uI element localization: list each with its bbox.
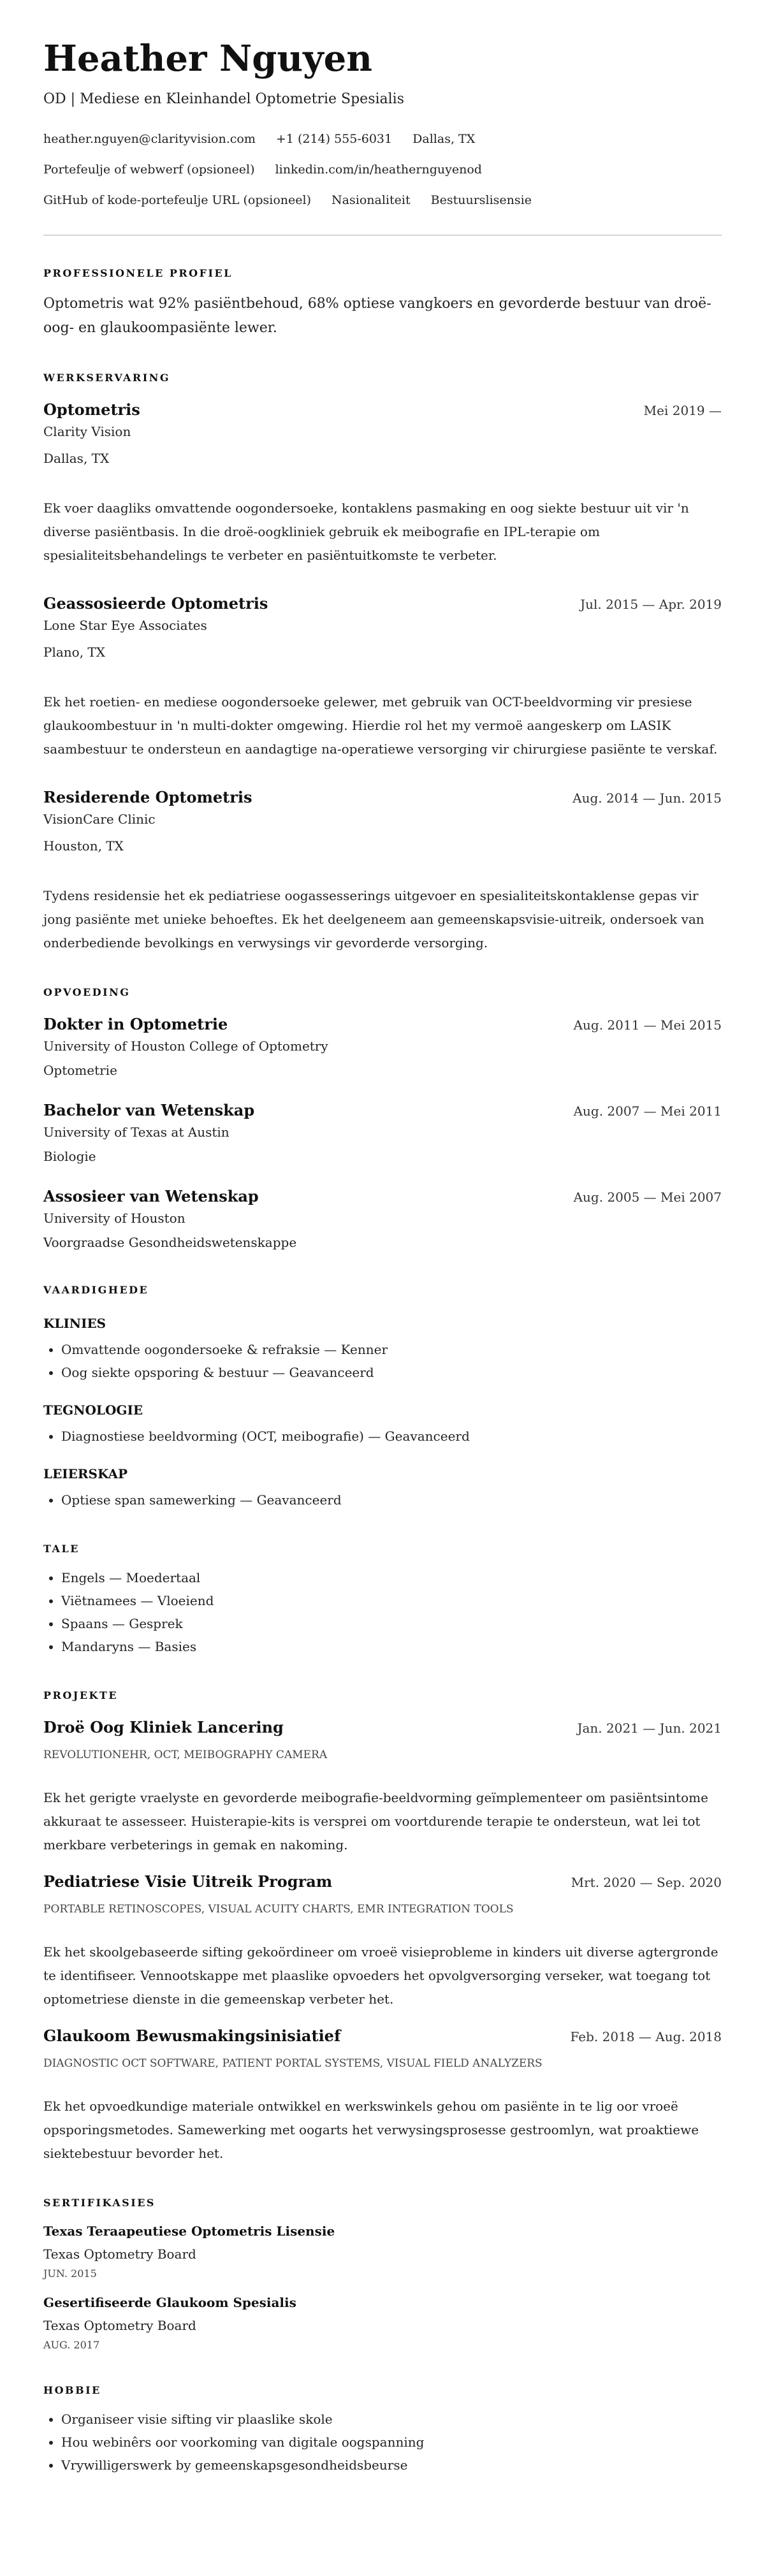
project-description: Ek het gerigte vraelyste en gevorderde meibografie-beeldvorming geïmplementeer om pasiëntsintome akkuraat te assesseer. Huisterapie-kits is versprei om voortdurende terapie te ondersteun, wat lei tot merkbare verbeterings in gemak en nakoming. xyxy=(43,1790,708,1852)
hobby-item: • Organiseer visie sifting vir plaaslike skole xyxy=(61,2408,722,2431)
project-date: Mrt. 2020 — Sep. 2020 xyxy=(571,1875,722,1890)
job-location: Houston, TX xyxy=(43,838,124,854)
field-of-study: Optometrie xyxy=(43,1063,117,1078)
job-title: Geassosieerde Optometris xyxy=(43,594,268,613)
experience-section xyxy=(43,371,722,955)
project-tech: DIAGNOSTIC OCT SOFTWARE, PATIENT PORTAL SYSTEMS, VISUAL FIELD ANALYZERS xyxy=(43,2057,543,2070)
header-divider xyxy=(43,235,722,236)
school-name: University of Houston College of Optometry xyxy=(43,1038,328,1054)
experience-item xyxy=(43,593,722,761)
drivers-license-text: Bestuurslisensie xyxy=(430,193,532,207)
project-tech: PORTABLE RETINOSCOPES, VISUAL ACUITY CHARTS, EMR INTEGRATION TOOLS xyxy=(43,1903,514,1916)
section-heading: SERTIFIKASIES xyxy=(43,2197,156,2209)
job-location: Plano, TX xyxy=(43,644,105,660)
school-name: University of Houston xyxy=(43,1211,186,1226)
language-item: • Mandaryns — Basies xyxy=(61,1635,722,1658)
contact-row xyxy=(43,161,722,178)
skills-section xyxy=(43,1283,722,1511)
profile-summary: Optometris wat 92% pasiëntbehoud, 68% optiese vangkoers en gevorderde bestuur van droë-oog- en glaukoompasiënte lewer. xyxy=(43,296,711,336)
section-heading: PROJEKTE xyxy=(43,1689,119,1701)
project-description: Ek het skoolgebaseerde sifting gekoördineer om vroeë visieprobleme in kinders uit diverse agtergronde te identifiseer. Vennootskappe met plaaslike opvoeders het opvolgversorging verseker, wat toegang tot optometriese dienste in die gemeenskap verbeter het. xyxy=(43,1944,718,2007)
contact-row xyxy=(43,191,722,209)
hobby-list xyxy=(43,2408,722,2477)
certification-issuer: Texas Optometry Board xyxy=(43,2246,196,2262)
education-item xyxy=(43,1186,722,1253)
project-title: Glaukoom Bewusmakingsinisiatief xyxy=(43,2027,341,2045)
education-date: Aug. 2007 — Mei 2011 xyxy=(573,1103,722,1119)
skill-group-title: LEIERSKAP xyxy=(43,1466,128,1481)
field-of-study: Voorgraadse Gesondheidswetenskappe xyxy=(43,1235,297,1250)
certification-item xyxy=(43,2222,722,2281)
job-title: Optometris xyxy=(43,400,140,419)
job-location: Dallas, TX xyxy=(43,451,110,466)
certification-issuer: Texas Optometry Board xyxy=(43,2318,196,2333)
skill-item: • Optiese span samewerking — Geavanceerd xyxy=(61,1488,722,1511)
degree-title: Bachelor van Wetenskap xyxy=(43,1101,255,1119)
languages-section xyxy=(43,1542,722,1658)
skill-list xyxy=(43,1488,722,1511)
language-item: • Viëtnamees — Vloeiend xyxy=(61,1589,722,1612)
job-date: Mei 2019 — xyxy=(643,403,722,418)
job-date: Jul. 2015 — Apr. 2019 xyxy=(580,597,722,612)
projects-section xyxy=(43,1689,722,2165)
project-title: Pediatriese Visie Uitreik Program xyxy=(43,1872,333,1891)
experience-item xyxy=(43,399,722,567)
candidate-name: Heather Nguyen xyxy=(43,38,372,80)
resume-header xyxy=(43,37,722,209)
job-company: Clarity Vision xyxy=(43,424,131,439)
certifications-section xyxy=(43,2196,722,2353)
project-title: Droë Oog Kliniek Lancering xyxy=(43,1718,284,1736)
job-title: Residerende Optometris xyxy=(43,788,252,806)
education-date: Aug. 2011 — Mei 2015 xyxy=(573,1017,722,1033)
contact-row xyxy=(43,130,722,148)
job-date: Aug. 2014 — Jun. 2015 xyxy=(572,790,722,806)
experience-item xyxy=(43,787,722,955)
profile-section xyxy=(43,266,722,340)
education-date: Aug. 2005 — Mei 2007 xyxy=(573,1190,722,1205)
project-description: Ek het opvoedkundige materiale ontwikkel en werkswinkels gehou om pasiënte in te lig oor vroeë opsporingsmetodes. Samewerking met oogarts het verwysingsprosesse gestroomlyn, wat proaktiewe siektebestuur bevorder het. xyxy=(43,2099,699,2161)
job-description: Ek voer daagliks omvattende oogondersoeke, kontaklens pasmaking en oog siekte bestuur uit vir 'n diverse pasiëntbasis. In die droë-oogkliniek gebruik ek meibografie en IPL-terapie om spesialiteitsbehandelings te verbeter en pasiëntuitkomste te verbeter. xyxy=(43,500,689,563)
nationality-text: Nasionaliteit xyxy=(332,193,411,207)
hobby-item: • Vrywilligerswerk by gemeenskapsgesondheidsbeurse xyxy=(61,2454,722,2477)
job-description: Tydens residensie het ek pediatriese oogassesserings uitgevoer en spesialiteitskontaklense gepas vir jong pasiënte met unieke behoeftes. Ek het deelgeneem aan gemeenskapsvisie-uitreik, ondersoek van onderbediende bevolkings en verwysings vir gevorderde versorging. xyxy=(43,888,704,950)
project-date: Jan. 2021 — Jun. 2021 xyxy=(577,1721,722,1736)
section-heading: HOBBIE xyxy=(43,2384,101,2396)
skill-list xyxy=(43,1425,722,1448)
skill-list xyxy=(43,1338,722,1384)
hobbies-section xyxy=(43,2383,722,2477)
degree-title: Assosieer van Wetenskap xyxy=(43,1187,259,1205)
skill-item: • Omvattende oogondersoeke & refraksie — Kenner xyxy=(61,1338,722,1361)
language-item: • Spaans — Gesprek xyxy=(61,1612,722,1635)
certification-title: Gesertifiseerde Glaukoom Spesialis xyxy=(43,2295,296,2310)
hobby-item: • Hou webinêrs oor voorkoming van digitale oogspanning xyxy=(61,2431,722,2454)
section-heading: OPVOEDING xyxy=(43,986,131,998)
education-section xyxy=(43,986,722,1253)
education-item xyxy=(43,1014,722,1081)
job-description: Ek het roetien- en mediese oogondersoeke gelewer, met gebruik van OCT-beeldvorming vir presiese glaukoombestuur in 'n multi-dokter omgewing. Hierdie rol het my vermoë aangeskerp om LASIK saambestuur te ondersteun en aandagtige na-operatiewe versorging vir chirurgiese pasiënte te verskaf. xyxy=(43,694,718,757)
project-date: Feb. 2018 — Aug. 2018 xyxy=(570,2029,722,2044)
project-item xyxy=(43,1871,722,2011)
skill-group-title: KLINIES xyxy=(43,1316,106,1331)
language-item: • Engels — Moedertaal xyxy=(61,1566,722,1589)
email-link[interactable]: heather.nguyen@clarityvision.com xyxy=(43,132,256,146)
skill-item: • Oog siekte opsporing & bestuur — Geavanceerd xyxy=(61,1361,722,1384)
skill-item: • Diagnostiese beeldvorming (OCT, meibografie) — Geavanceerd xyxy=(61,1425,722,1448)
education-item xyxy=(43,1100,722,1167)
language-list xyxy=(43,1566,722,1658)
portfolio-link[interactable]: Portefeulje of webwerf (opsioneel) xyxy=(43,163,255,177)
candidate-subtitle: OD | Mediese en Kleinhandel Optometrie Spesialis xyxy=(43,91,404,107)
school-name: University of Texas at Austin xyxy=(43,1124,229,1140)
field-of-study: Biologie xyxy=(43,1149,96,1164)
skill-group-title: TEGNOLOGIE xyxy=(43,1402,143,1418)
project-item xyxy=(43,2025,722,2165)
location-text: Dallas, TX xyxy=(412,132,476,146)
certification-date: JUN. 2015 xyxy=(43,2267,97,2280)
section-heading: VAARDIGHEDE xyxy=(43,1284,149,1296)
certification-date: AUG. 2017 xyxy=(43,2339,100,2351)
phone-text: +1 (214) 555-6031 xyxy=(275,132,393,146)
degree-title: Dokter in Optometrie xyxy=(43,1015,228,1033)
project-item xyxy=(43,1717,722,1857)
job-company: VisionCare Clinic xyxy=(43,811,156,827)
section-heading: WERKSERVARING xyxy=(43,372,170,384)
github-link[interactable]: GitHub of kode-portefeulje URL (opsioneel) xyxy=(43,193,311,207)
section-heading: PROFESSIONELE PROFIEL xyxy=(43,267,233,279)
linkedin-link[interactable]: linkedin.com/in/heathernguyenod xyxy=(275,163,482,177)
certification-title: Texas Teraapeutiese Optometris Lisensie xyxy=(43,2223,335,2239)
project-tech: REVOLUTIONEHR, OCT, MEIBOGRAPHY CAMERA xyxy=(43,1749,328,1761)
section-heading: TALE xyxy=(43,1543,80,1555)
job-company: Lone Star Eye Associates xyxy=(43,618,207,633)
certification-item xyxy=(43,2293,722,2353)
